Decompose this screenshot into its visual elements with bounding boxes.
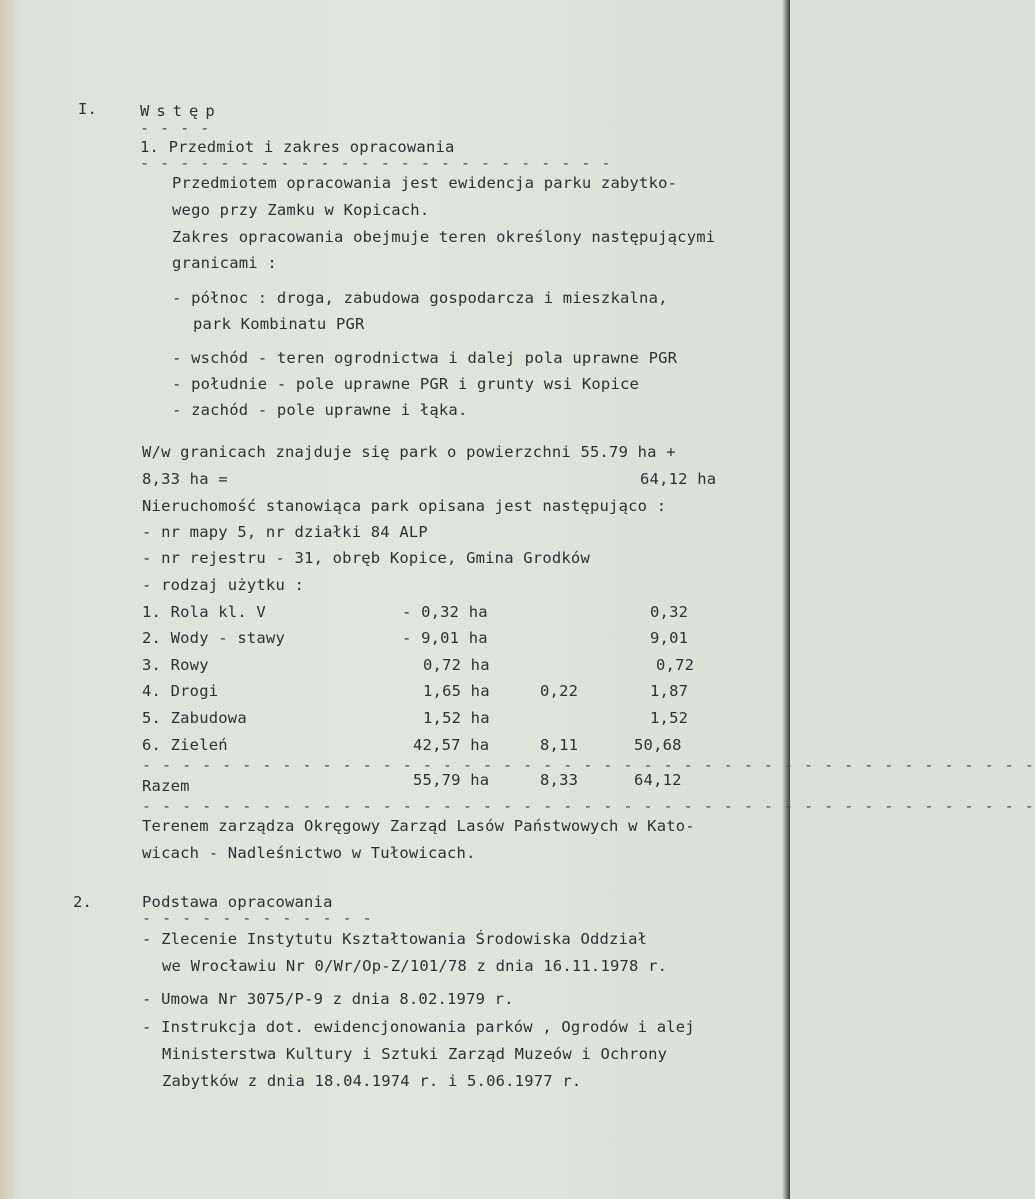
- table-row-label: 6. Zieleń: [142, 736, 228, 754]
- section-title: Wstęp: [140, 102, 222, 120]
- table-row-extra: 0,22: [540, 682, 579, 700]
- boundary-east: - wschód - teren ogrodnictwa i dalej pola uprawne PGR: [172, 349, 678, 367]
- basis-item: - Zlecenie Instytutu Kształtowania Środowiska Oddział: [142, 930, 648, 948]
- boundary-north-cont: park Kombinatu PGR: [193, 315, 365, 333]
- area-line: W/w granicach znajduje się park o powierzchni 55.79 ha +: [142, 443, 676, 461]
- section-heading: Podstawa opracowania: [142, 893, 333, 911]
- paper-edge-left: [0, 0, 14, 1199]
- table-total-label: Razem: [142, 777, 190, 795]
- table-row-total: 1,87: [650, 682, 689, 700]
- table-row-label: 5. Zabudowa: [142, 709, 247, 727]
- table-row-extra: 8,11: [540, 736, 579, 754]
- basis-item: - Instrukcja dot. ewidencjonowania parków , Ogrodów i alej: [142, 1018, 695, 1036]
- paragraph-line: wego przy Zamku w Kopicach.: [172, 201, 430, 219]
- table-row-total: 9,01: [650, 629, 689, 647]
- paper-edge-right: [782, 0, 790, 1199]
- basis-item-cont: Ministerstwa Kultury i Sztuki Zarząd Muzeów i Ochrony: [162, 1045, 668, 1063]
- property-line: Nieruchomość stanowiąca park opisana jest następująco :: [142, 497, 667, 515]
- boundary-west: - zachód - pole uprawne i łąka.: [172, 401, 468, 419]
- table-divider: - - - - - - - - - - - - - - - - - - - - - - - - - - - - - - - - - - - - - - - - - - - - -: [142, 756, 1035, 774]
- table-row-label: 3. Rowy: [142, 656, 209, 674]
- table-row-value: - 0,32 ha: [402, 603, 488, 621]
- basis-item-cont: we Wrocławiu Nr 0/Wr/Op-Z/101/78 z dnia 16.11.1978 r.: [162, 957, 668, 975]
- boundary-north: - północ : droga, zabudowa gospodarcza i mieszkalna,: [172, 289, 668, 307]
- table-row-value: 1,52 ha: [423, 709, 490, 727]
- management-line: wicach - Nadleśnictwo w Tułowicach.: [142, 844, 476, 862]
- table-row-total: 50,68: [634, 736, 682, 754]
- property-item: - rodzaj użytku :: [142, 576, 305, 594]
- table-row-value: - 9,01 ha: [402, 629, 488, 647]
- basis-item-cont: Zabytków z dnia 18.04.1974 r. i 5.06.1977 r.: [162, 1072, 582, 1090]
- table-row-label: 1. Rola kl. V: [142, 603, 266, 621]
- subsection-heading: 1. Przedmiot i zakres opracowania: [140, 138, 455, 156]
- area-total: 64,12 ha: [640, 470, 717, 488]
- underline: - - - -: [140, 119, 211, 137]
- table-row-label: 2. Wody - stawy: [142, 629, 285, 647]
- paragraph-line: Przedmiotem opracowania jest ewidencja parku zabytko-: [172, 174, 678, 192]
- property-item: - nr rejestru - 31, obręb Kopice, Gmina Grodków: [142, 549, 590, 567]
- table-row-total: 0,72: [656, 656, 695, 674]
- table-divider: - - - - - - - - - - - - - - - - - - - - - - - - - - - - - - - - - - - - - - - - - - - - -: [142, 797, 1035, 815]
- management-line: Terenem zarządza Okręgowy Zarząd Lasów Państwowych w Kato-: [142, 817, 695, 835]
- boundary-south: - południe - pole uprawne PGR i grunty wsi Kopice: [172, 375, 640, 393]
- area-line-2: 8,33 ha =: [142, 470, 228, 488]
- table-total-value: 55,79 ha: [413, 771, 490, 789]
- table-total-sum: 64,12: [634, 771, 682, 789]
- section-number: I.: [78, 100, 98, 118]
- table-row-value: 1,65 ha: [423, 682, 490, 700]
- section-number: 2.: [73, 893, 93, 911]
- table-row-value: 42,57 ha: [413, 736, 490, 754]
- basis-item: - Umowa Nr 3075/P-9 z dnia 8.02.1979 r.: [142, 990, 514, 1008]
- property-item: - nr mapy 5, nr działki 84 ALP: [142, 523, 428, 541]
- table-row-label: 4. Drogi: [142, 682, 219, 700]
- table-row-value: 0,72 ha: [423, 656, 490, 674]
- table-row-total: 0,32: [650, 603, 689, 621]
- underline: - - - - - - - - - - - -: [142, 909, 373, 927]
- table-total-extra: 8,33: [540, 771, 579, 789]
- table-row-total: 1,52: [650, 709, 689, 727]
- paragraph-line: granicami :: [172, 254, 277, 272]
- underline: - - - - - - - - - - - - - - - - - - - - - - - -: [140, 154, 612, 172]
- paragraph-line: Zakres opracowania obejmuje teren określony następującymi: [172, 228, 716, 246]
